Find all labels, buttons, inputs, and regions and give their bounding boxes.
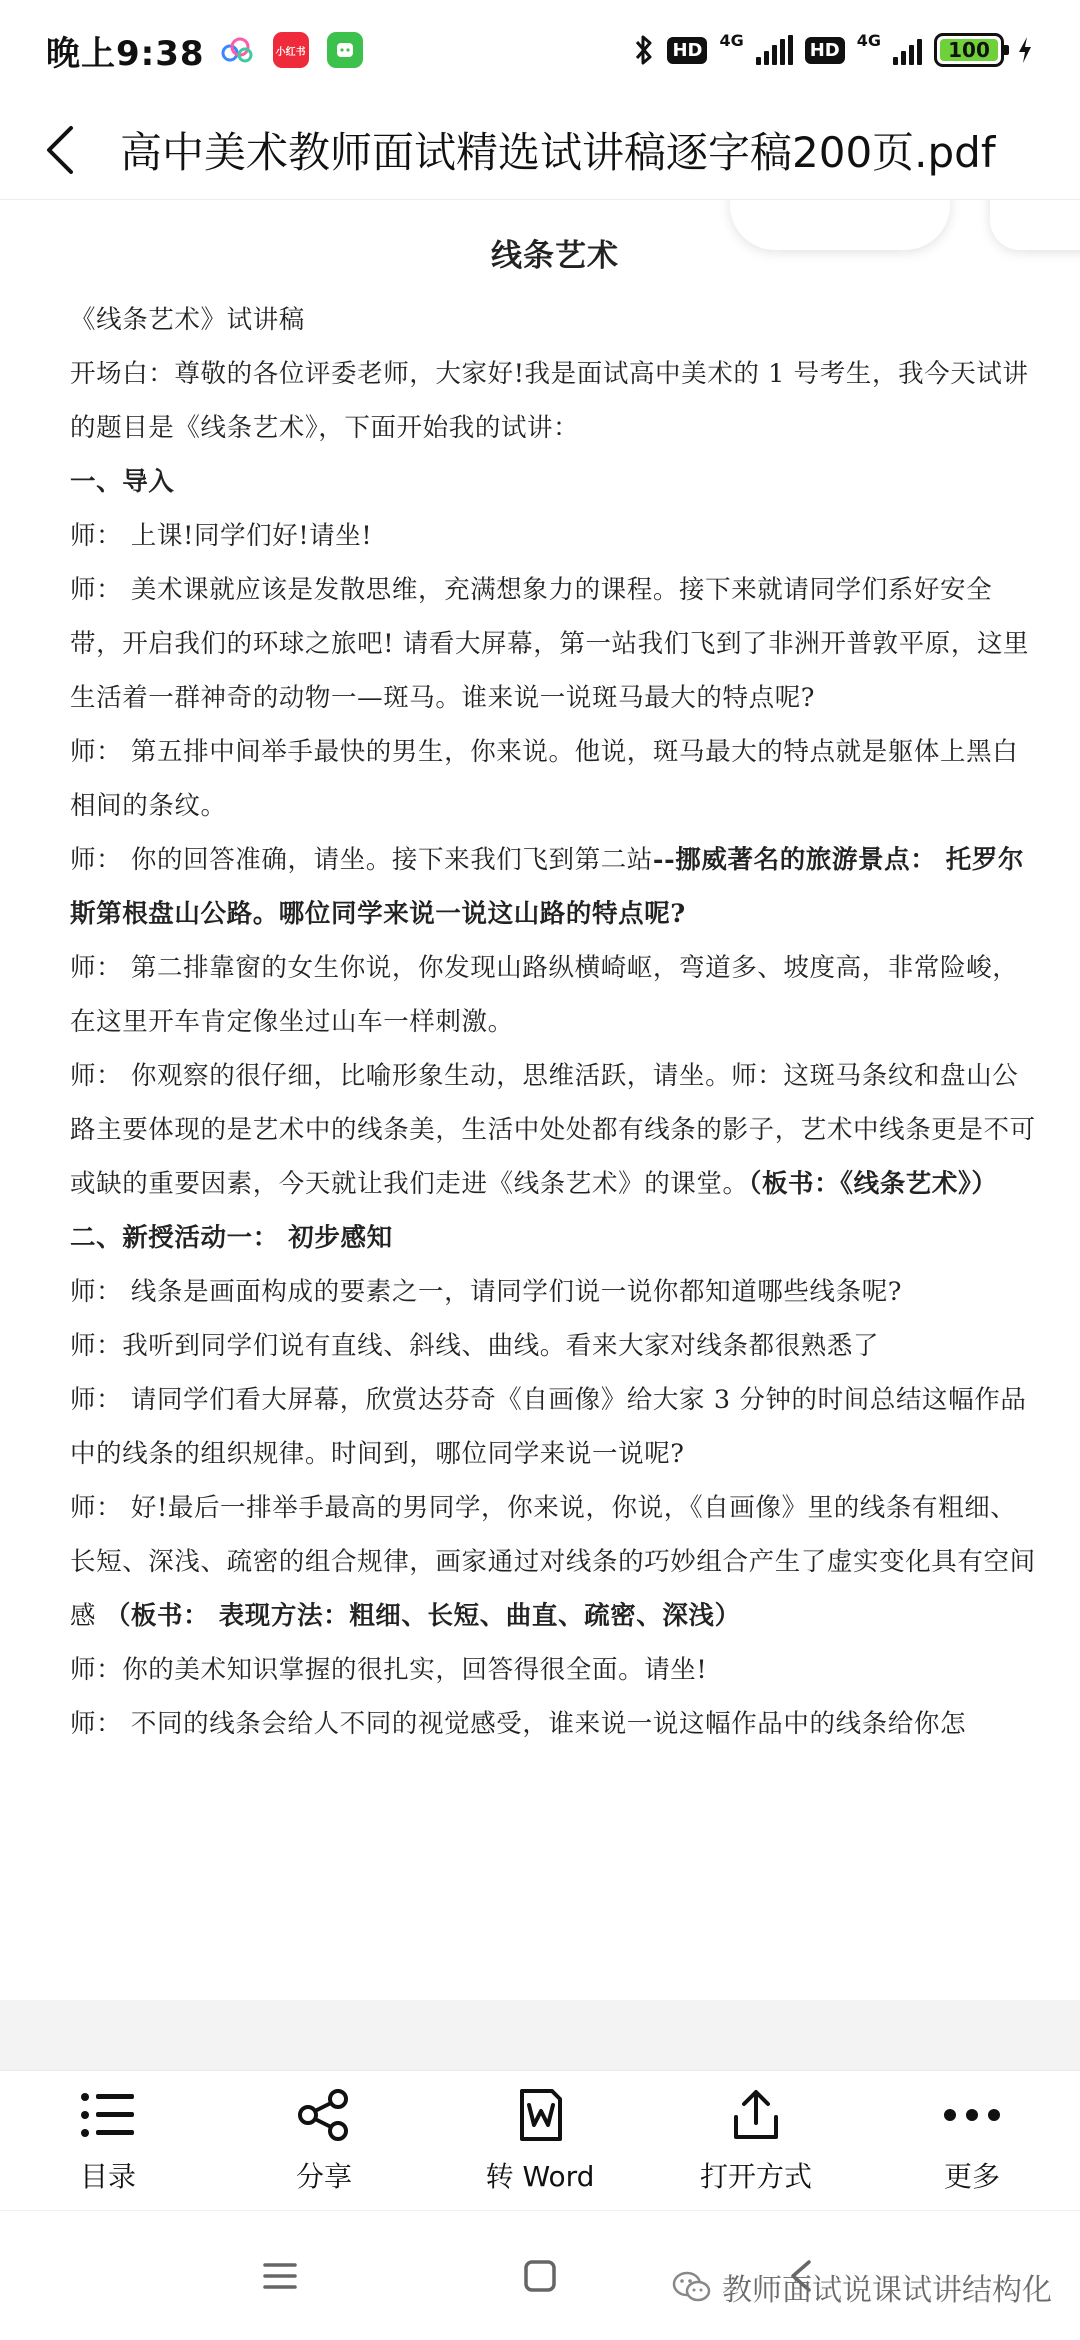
doc-text: 师： 你观察的很仔细，比喻形象生动，思维活跃，请坐。师：这斑马条纹和盘山公路主要体现的是艺术中的线条美，生活中处处都有线条的影子，艺术中线条更是不可或缺的重要因素，今天就让我们走进《线条艺术》的课堂。 — [70, 1061, 1036, 1199]
cloud-app-icon — [219, 32, 255, 68]
green-app-icon — [327, 32, 363, 68]
doc-text-bold: --挪威著名的旅游景点： 托罗尔斯第根盘山公路。哪位同学来说一说这山路的特点呢? — [70, 845, 1025, 929]
doc-text: 师： 好!最后一排举手最高的男同学，你来说，你说，《自画像》里的线条有粗细、长短、深浅、疏密的组合规律，画家通过对线条的巧妙组合产生了虚实变化具有空间感 — [70, 1493, 1036, 1631]
doc-section-heading — [70, 1211, 1040, 1265]
document-heading: 线条艺术 — [491, 238, 619, 274]
convert-word-label: 转 Word — [485, 2160, 595, 2193]
doc-text: 师： 你的回答准确，请坐。接下来我们飞到第二站 — [70, 845, 653, 875]
doc-text-bold: （板书：《线条艺术》） — [748, 1169, 998, 1199]
signal-strength-icon-2 — [893, 35, 922, 65]
nav-home-button[interactable] — [480, 2236, 600, 2316]
more-icon — [940, 2083, 1004, 2147]
doc-paragraph: 师： 美术课就应该是发散思维，充满想象力的课程。接下来就请同学们系好安全带，开启我们的环球之旅吧! 请看大屏幕，第一站我们飞到了非洲开普敦平原，这里生活着一群神奇的动物一—斑马。谁来说一说斑马最大的特点呢? — [70, 575, 1030, 713]
doc-text-bold: 二、新授活动一： — [70, 1223, 279, 1253]
doc-paragraph: 开场白：尊敬的各位评委老师，大家好!我是面试高中美术的 1 号考生，我今天试讲的题目是《线条艺术》，下面开始我的试讲： — [70, 359, 1029, 443]
status-time: 晚上9:38 — [46, 33, 205, 74]
doc-paragraph — [70, 1049, 1040, 1211]
doc-paragraph — [70, 833, 1040, 941]
doc-paragraph: 师： 第五排中间举手最快的男生，你来说。他说，斑马最大的特点就是躯体上黑白相间的条纹。 — [70, 737, 1019, 821]
document-title: 高中美术教师面试精选试讲稿逐字稿200页.pdf — [120, 127, 996, 177]
page-gap — [0, 2000, 1080, 2070]
share-label: 分享 — [295, 2160, 352, 2193]
wechat-watermark — [672, 2265, 1052, 2309]
convert-word-button[interactable] — [432, 2071, 648, 2210]
chevron-left-icon — [43, 124, 77, 176]
status-indicators — [633, 30, 1034, 67]
more-label: 更多 — [943, 2160, 1000, 2193]
doc-text-bold: 初步感知 — [288, 1223, 393, 1253]
document-content — [70, 230, 1040, 1751]
back-button[interactable] — [0, 100, 120, 200]
share-icon — [292, 2083, 356, 2147]
xiaohongshu-app-icon — [273, 32, 309, 68]
doc-paragraph: 师： 第二排靠窗的女生你说，你发现山路纵横崎岖，弯道多、坡度高，非常险峻，在这里开车肯定像坐过山车一样刺激。 — [70, 953, 1019, 1037]
open-with-button[interactable] — [648, 2071, 864, 2210]
open-with-label: 打开方式 — [699, 2160, 812, 2193]
nav-menu-button[interactable] — [220, 2236, 340, 2316]
home-square-icon — [523, 2259, 557, 2293]
doc-paragraph: 师： 请同学们看大屏幕，欣赏达芬奇《自画像》给大家 3 分钟的时间总结这幅作品中的线条的组织规律。时间到，哪位同学来说一说呢? — [70, 1385, 1027, 1469]
network-type-2: 4G — [856, 30, 881, 50]
doc-paragraph: 师：你的美术知识掌握的很扎实，回答得很全面。请坐! — [70, 1655, 708, 1685]
bluetooth-icon — [633, 33, 655, 67]
more-button[interactable] — [864, 2071, 1080, 2210]
doc-text-bold: （板书： 表现方法：粗细、长短、曲直、疏密、深浅） — [104, 1601, 741, 1631]
wechat-icon — [672, 2270, 712, 2304]
watermark-text: 教师面试说课试讲结构化 — [722, 2273, 1052, 2308]
list-icon — [76, 2083, 140, 2147]
xiaohongshu-app-label: 小红书 — [275, 46, 306, 58]
menu-icon — [263, 2261, 297, 2291]
doc-paragraph: 师： 不同的线条会给人不同的视觉感受，谁来说一说这幅作品中的线条给你怎 — [70, 1709, 967, 1739]
battery-level: 100 — [948, 38, 990, 62]
toc-button[interactable] — [0, 2071, 216, 2210]
doc-paragraph: 师： 线条是画面构成的要素之一，请同学们说一说你都知道哪些线条呢? — [70, 1277, 903, 1307]
toc-label: 目录 — [79, 2160, 136, 2193]
doc-paragraph: 《线条艺术》试讲稿 — [70, 305, 305, 335]
share-button[interactable] — [216, 2071, 432, 2210]
status-bar — [0, 0, 1080, 100]
doc-paragraph: 师： 上课!同学们好!请坐! — [70, 521, 373, 551]
battery-icon — [934, 33, 1004, 67]
hd-badge-1: HD — [667, 37, 707, 64]
network-type-1: 4G — [719, 30, 744, 50]
doc-paragraph: 师：我听到同学们说有直线、斜线、曲线。看来大家对线条都很熟悉了 — [70, 1331, 880, 1361]
doc-paragraph — [70, 1481, 1040, 1643]
title-bar — [0, 100, 1080, 200]
signal-strength-icon-1 — [756, 35, 793, 65]
word-icon — [508, 2083, 572, 2147]
open-with-icon — [724, 2083, 788, 2147]
bottom-toolbar — [0, 2070, 1080, 2210]
pdf-page-viewer[interactable] — [0, 200, 1080, 2000]
charging-icon — [1016, 35, 1034, 65]
doc-section-heading: 一、导入 — [70, 467, 175, 497]
hd-badge-2: HD — [805, 37, 845, 64]
